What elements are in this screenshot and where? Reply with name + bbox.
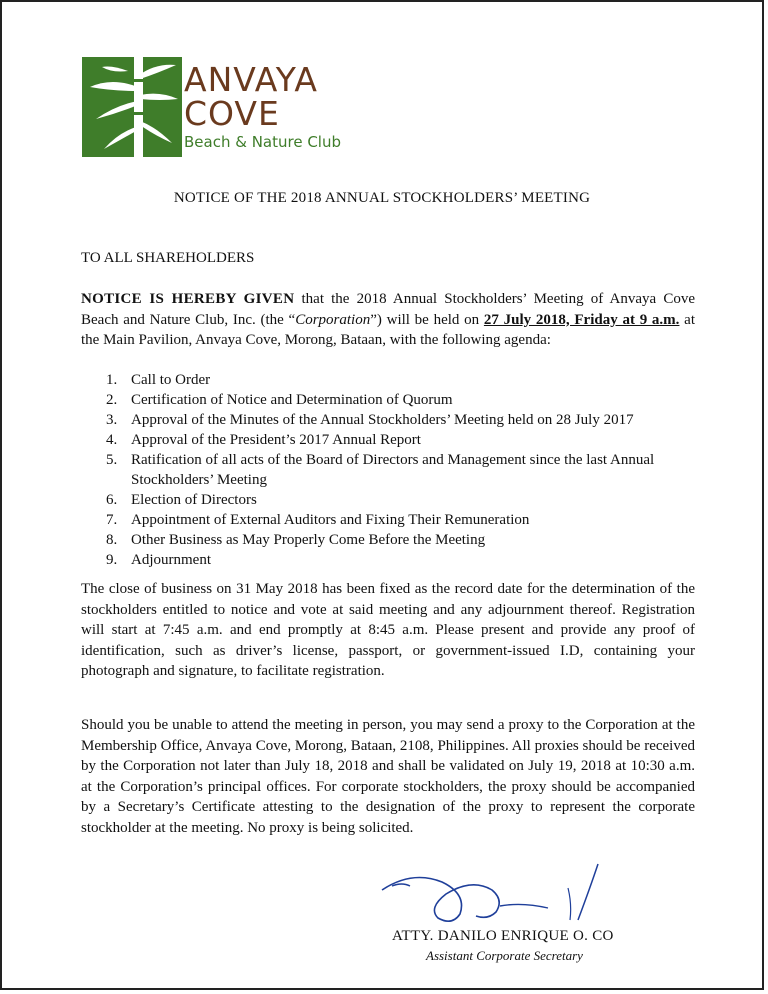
agenda-item <box>106 390 696 410</box>
agenda-number: 4. <box>106 432 118 448</box>
agenda-item <box>106 550 696 570</box>
agenda-number: 3. <box>106 412 118 428</box>
intro-paragraph <box>81 289 695 351</box>
intro-text-2: ”) will be held on <box>370 311 484 328</box>
agenda-text: Election of Directors <box>131 492 257 508</box>
signatory-title: Assistant Corporate Secretary <box>426 948 583 963</box>
agenda-item <box>106 530 696 550</box>
intro-text-1: that the 2018 Annual Stockholders’ Meeting of Anvaya Cove Beach and Nature Club, Inc. (the “ <box>81 291 695 328</box>
agenda-number: 1. <box>106 372 118 388</box>
agenda-text: Approval of the Minutes of the Annual Stockholders’ Meeting held on 28 July 2017 <box>131 412 634 428</box>
agenda-item <box>106 430 696 450</box>
agenda-text: Other Business as May Properly Come Before the Meeting <box>131 532 486 548</box>
agenda-number: 6. <box>106 492 118 508</box>
signatory-name: ATTY. DANILO ENRIQUE O. CO <box>392 928 614 944</box>
agenda-text: Call to Order <box>131 372 211 388</box>
agenda-text: Approval of the President’s 2017 Annual Report <box>131 432 421 448</box>
agenda-number: 2. <box>106 392 118 408</box>
logo-line-cove: COVE <box>184 94 280 133</box>
intro-lead: NOTICE IS HEREBY GIVEN <box>81 291 295 307</box>
record-date-paragraph: The close of business on 31 May 2018 has been fixed as the record date for the determination of the stockholders entitled to notice and vote at said meeting and any adjournment thereof. Registration will start at 7:45 a.m. and end promptly at 8:45 a.m. Please present and provide any proof of identification, such as driver’s license, passport, or government-issued I.D, containing your photograph and signature, to facilitate registration. <box>81 581 695 679</box>
intro-corporation: Corporation <box>295 311 371 328</box>
agenda-item <box>106 370 696 390</box>
meeting-date: 27 July 2018, Friday at 9 a.m. <box>483 311 680 328</box>
logo-wordmark <box>184 60 342 151</box>
agenda-text: Appointment of External Auditors and Fixing Their Remuneration <box>131 512 530 528</box>
proxy-paragraph: Should you be unable to attend the meeting in person, you may send a proxy to the Corporation at the Membership Office, Anvaya Cove, Morong, Bataan, 2108, Philippines. All proxies should be received by the Corporation not later than July 18, 2018 and shall be validated on July 19, 2018 at 10:30 a.m. at the Corporation’s principal offices. For corporate stockholders, the proxy should be accompanied by a Secretary’s Certificate attesting to the designation of the proxy to represent the corporate stockholder at the meeting. No proxy is being solicited. <box>81 717 695 836</box>
agenda-text: Certification of Notice and Determination of Quorum <box>131 392 453 408</box>
agenda-number: 8. <box>106 532 118 548</box>
agenda-number: 5. <box>106 452 118 468</box>
notice-title: NOTICE OF THE 2018 ANNUAL STOCKHOLDERS’ MEETING <box>173 190 591 206</box>
agenda-item <box>106 490 696 510</box>
salutation: TO ALL SHAREHOLDERS <box>81 250 255 266</box>
intro-text-3: at the Main Pavilion, Anvaya Cove, Morong, Bataan, with the following agenda: <box>81 311 696 348</box>
agenda-item <box>106 410 696 430</box>
handwritten-signature <box>372 860 622 930</box>
bamboo-leaves-icon <box>82 57 182 157</box>
anvaya-cove-logo <box>82 57 362 167</box>
agenda-text: Ratification of all acts of the Board of Directors and Management since the last Annual Stockholders’ Meeting <box>131 452 655 488</box>
agenda-item <box>106 450 696 490</box>
logo-line-anvaya: ANVAYA <box>184 60 318 99</box>
logo-tagline: Beach & Nature Club <box>184 133 342 151</box>
agenda-number: 9. <box>106 552 118 568</box>
agenda-item <box>106 510 696 530</box>
agenda-number: 7. <box>106 512 118 528</box>
agenda-text: Adjournment <box>131 552 211 568</box>
agenda-list <box>106 370 696 570</box>
